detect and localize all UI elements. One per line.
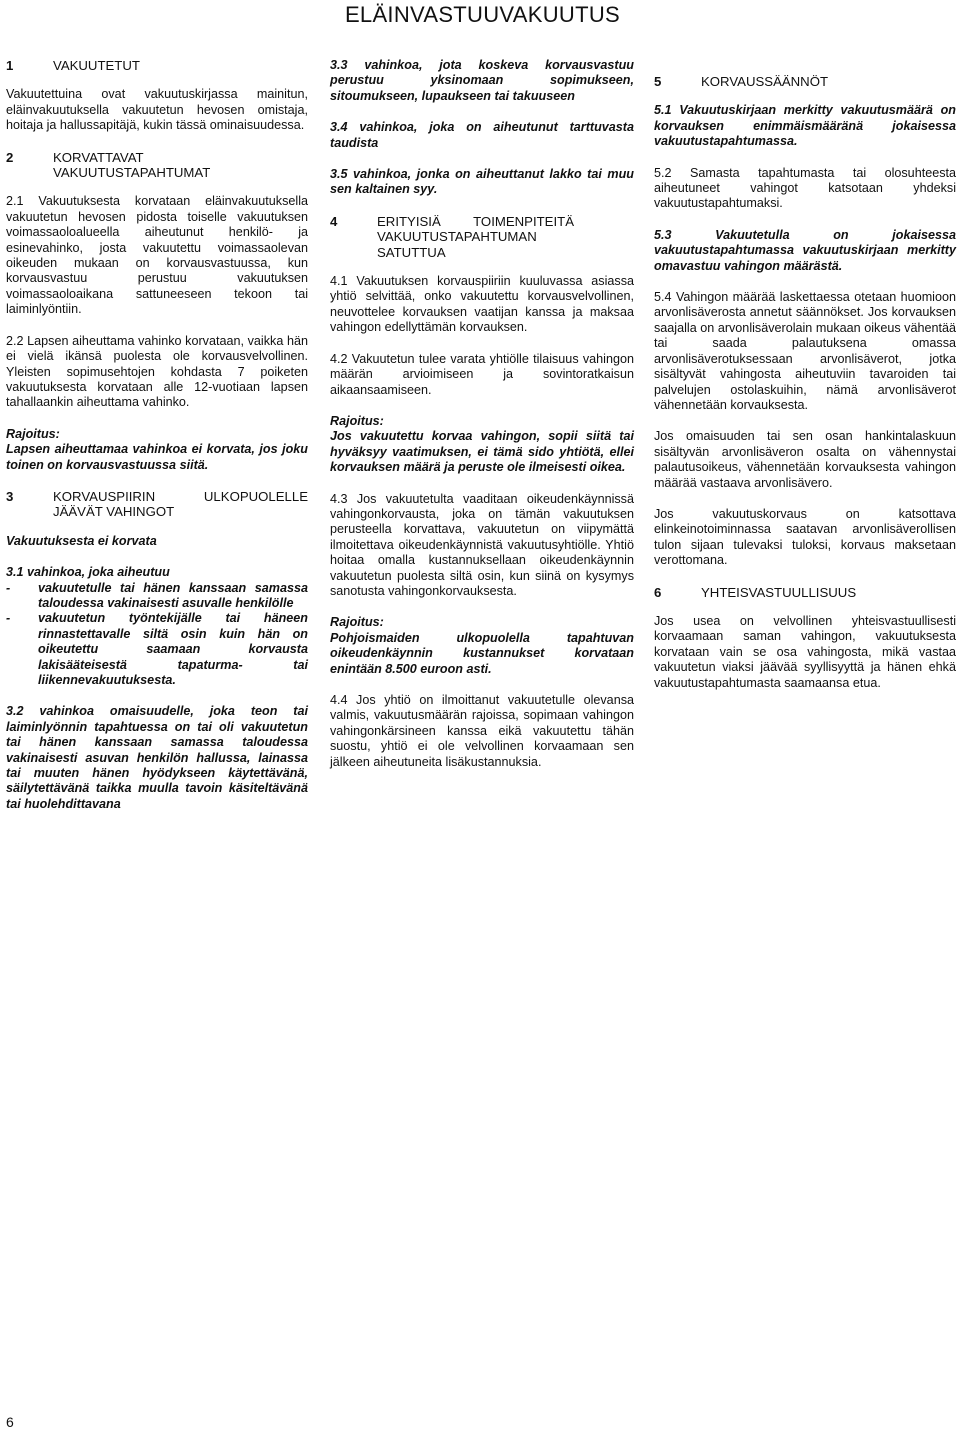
column-3 [654,74,956,707]
section-title: KORVAUSPIIRIN ULKOPUOLELLE JÄÄVÄT VAHINGOT [53,488,308,520]
page-title: ELÄINVASTUUVAKUUTUS [344,2,620,27]
paragraph-5-3: 5.3 Vakuutetulla on jokaisessa vakuutustapahtumassa vakuutuskirjaan merkitty omavastuu vahingon määrästä. [654,227,956,273]
section-heading-2 [6,150,308,181]
section-heading-1 [6,58,308,73]
paragraph-4-1: 4.1 Vakuutuksen korvauspiiriin kuuluvassa asiassa yhtiö selvittää, onko vakuutettu korvausvelvollinen, neuvottelee korvauksen vaatijan kanssa ja maksaa vahingon edellyttämän korvauksen. [330,274,634,335]
column-2 [330,58,634,786]
section-title: ERITYISIÄ TOIMENPITEITÄ VAKUUTUSTAPAHTUMAN SATUTTUA [377,213,574,260]
paragraph-5-2: 5.2 Samasta tapahtumasta tai olosuhteesta aiheutuneet vahingot katsotaan yhdeksi vakuutustapahtumaksi. [654,165,956,211]
paragraph-2-1: 2.1 Vakuutuksesta korvataan eläinvakuutuksella vakuutetun hevosen pidosta toiselle vakuutuksen voimassaoloalueella aiheutunut henkilö- ja esinevahinko, josta vakuutettu voimassaolevan oikeuden mukaan on korvausvastuussa, kun korvausvastuu perustuu vakuutuksen voimassaoloaikana sattuneeseen tekoon tai laiminlyöntiin. [6,194,308,317]
restriction-text: Lapsen aiheuttamaa vahinkoa ei korvata, jos joku toinen on korvausvastuussa siitä. [6,442,308,472]
exclusion-lead: 3.1 vahinkoa, joka aiheutuu [6,565,170,580]
list-item-text: vakuutetun työntekijälle tai häneen rinnastettavalle siltä osin kuin hän on oikeutettu saamaan korvausta lakisääteisestä tapaturma- tai liikennevakuutuksesta. [38,611,308,687]
paragraph-5-4: 5.4 Vahingon määrää laskettaessa otetaan huomioon arvonlisäverosta annetut säännökset. Jos korvauksen saajalla on arvonlisäverolain mukaan oikeus vähentää tai saada palautuksena omassa arvonlisäverotuksessaan arvonlisäverot, jotka sisältyvät vahingosta aiheutuviin tavaroiden tai palvelujen ostolaskuihin, nämä arvonlisäverot vähennetään korvauksesta. [654,290,956,412]
exclusion-3-4: 3.4 vahinkoa, joka on aiheutunut tarttuvasta taudista [330,120,634,150]
section-number: 2 [6,149,14,165]
restriction-block [330,414,634,476]
page-number: 6 [6,1414,14,1430]
paragraph-1: Vakuutettuina ovat vakuutuskirjassa mainitun, eläinvakuutuksella vakuutetun hevosen omistaja, hoitaja ja hallussapitäjä, kukin tässä ominaisuudessa. [6,87,308,133]
exclusion-3-3: 3.3 vahinkoa, jota koskeva korvausvastuu perustuu yksinomaan sopimukseen, sitoumukseen, lupaukseen tai takuuseen [330,58,634,103]
restriction-text: Pohjoismaiden ulkopuolella tapahtuvan oikeudenkäynnin kustannukset korvataan enintään 8.500 euroon asti. [330,630,634,676]
section-number: 5 [654,74,662,89]
paragraph-6: Jos usea on velvollinen yhteisvastuullisesti korvaamaan saman vahingon, vakuutuksesta korvataan vain se osa vahingosta, mikä vastaa vakuutetun viaksi jäävää syyllisyyttä ja hänen ehkä vakuutustapahtumasta saamaansa etua. [654,613,956,690]
restriction-label: Rajoitus: [330,615,384,630]
section-number: 3 [6,488,14,504]
list-item-text: vakuutetulle tai hänen kanssaan samassa taloudessa vakinaisesti asuvalle henkilölle [38,580,308,610]
exclusion-3-2: 3.2 vahinkoa omaisuudelle, joka teon tai laiminlyönnin tapahtuessa on tai oli vakuutetun tai hänen kanssaan samassa taloudessa vakinaisesti asuvan henkilön hallussa, lainassa tai muuten hänen hyödykseen käytettävänä, säilytettävänä taikka muulla tavoin käsiteltävänä tai huolehdittavana [6,704,308,811]
column-1 [6,58,308,828]
section-title: YHTEISVASTUULLISUUS [701,584,857,600]
restriction-block [330,615,634,677]
list-item [6,611,308,688]
restriction-label: Rajoitus: [6,426,60,441]
section-heading-5 [654,74,956,89]
section-heading-4 [330,214,634,260]
restriction-text: Jos vakuutettu korvaa vahingon, sopii siitä tai hyväksyy vaatimuksen, ei tämä sido yhtiötä, ellei korvauksen määrä ja peruste ole ilmeisesti oikea. [330,429,634,475]
section-heading-3 [6,489,308,520]
exclusion-3-1 [6,565,308,688]
exclusion-3-5: 3.5 vahinkoa, jonka on aiheuttanut lakko tai muu sen kaltainen syy. [330,167,634,197]
paragraph-5-1: 5.1 Vakuutuskirjaan merkitty vakuutusmäärä on korvauksen enimmäismääränä jokaisessa vakuutustapahtumassa. [654,103,956,149]
section-number: 4 [330,213,338,229]
section-heading-6 [654,585,956,600]
paragraph-2-2: 2.2 Lapsen aiheuttama vahinko korvataan, vaikka hän ei vielä ikänsä puolesta ole korvausvelvollinen. Yleisten sopimusehtojen kohdasta 7 poiketen vakuutuksesta korvataan alle 12-vuotiaan lapsen tahallaankin aiheuttama vahinko. [6,333,308,410]
paragraph-4-4: 4.4 Jos yhtiö on ilmoittanut vakuutetulle olevansa valmis, vakuutusmäärän rajoissa, sopimaan vahingon vahingonkärsineen kanssa eikä vakuutettu tähän suostu, yhtiö ei ole velvollinen korvaamaan sen jälkeen aiheutuneita lisäkustannuksia. [330,693,634,769]
list-item [6,581,308,612]
subheading-exclusions: Vakuutuksesta ei korvata [6,533,157,548]
paragraph-4-2: 4.2 Vakuutetun tulee varata yhtiölle tilaisuus vahingon määrän arvioimiseen ja sovintoratkaisun aikaansaamiseen. [330,351,634,397]
list-dash: - [6,611,11,626]
restriction-block [6,427,308,473]
section-title: KORVAUSSÄÄNNÖT [701,74,829,89]
paragraph-4-3: 4.3 Jos vakuutetulta vaaditaan oikeudenkäynnissä vahingonkorvausta, joka on tämän vakuutuksen perusteella korvattava, vakuutetun on viipymättä ilmoitettava oikeudenkäynnistä vakuutusyhtiölle. Yhtiö hoitaa omalla kustannuksellaan oikeudenkäynnin vakuutetun puolesta siltä osin, kun siinä on kysymys sanotusta vahingonkorvauksesta. [330,491,634,598]
restriction-label: Rajoitus: [330,413,384,428]
paragraph-5-6: Jos vakuutuskorvaus on katsottava elinkeinotoiminnassa saatavan arvonlisäverollisen tulon sijaan tulevaksi tuloksi, korvaus maksetaan verottomana. [654,506,956,568]
section-title: KORVATTAVAT VAKUUTUSTAPAHTUMAT [53,149,211,181]
section-title: VAKUUTETUT [53,58,140,73]
section-number: 6 [654,584,662,600]
list-dash: - [6,580,11,595]
section-number: 1 [6,58,14,73]
paragraph-5-5: Jos omaisuuden tai sen osan hankintalaskuun sisältyvän arvonlisäveron osalta on vähennystai palautusoikeus, vähennetään korvauksesta vahingon määrää vastaava arvonlisävero. [654,429,956,490]
